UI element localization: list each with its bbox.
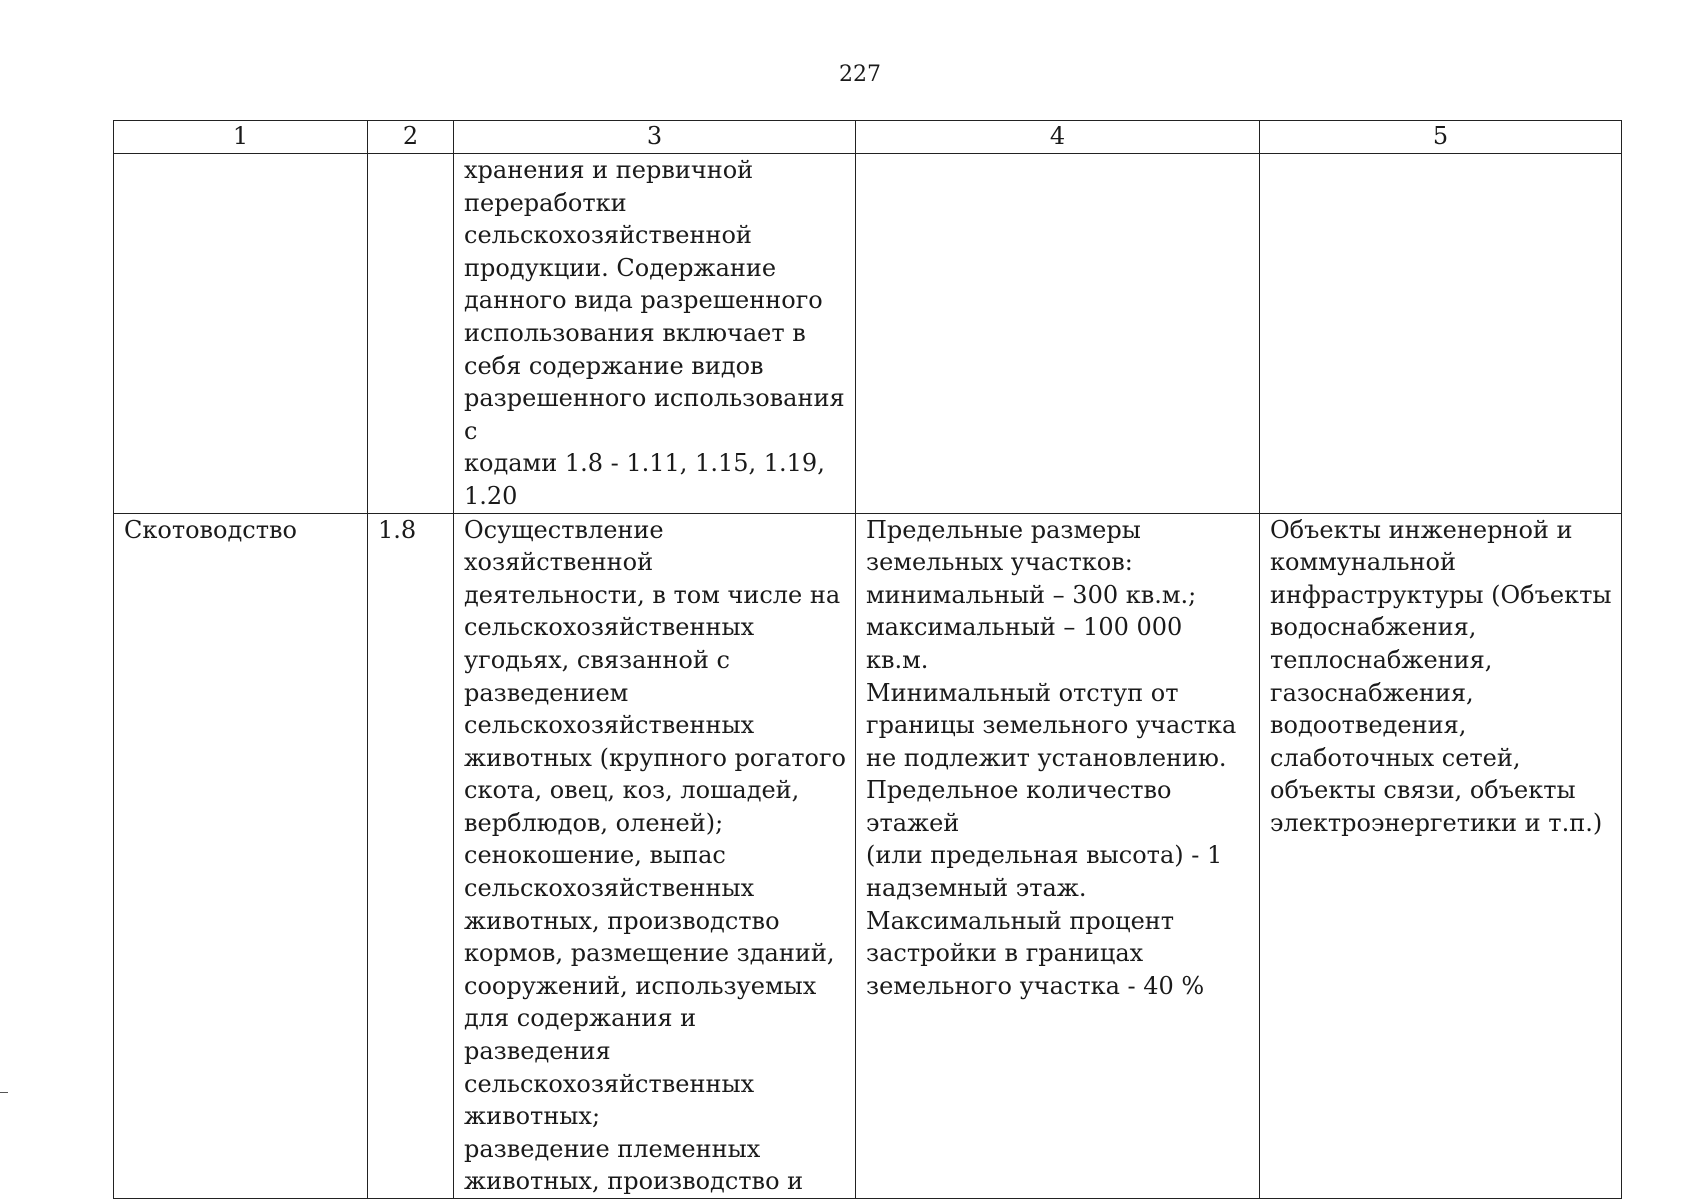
use-name-cell <box>114 154 368 514</box>
table-row <box>114 513 1622 1198</box>
use-description-cell <box>454 154 856 514</box>
column-header-5: 5 <box>1260 121 1622 154</box>
use-parameters-cell <box>856 154 1260 514</box>
use-description-cell <box>454 513 856 1198</box>
use-parameters: Предельные размеры земельных участков: минимальный – 300 кв.м.; максимальный – 100 000 кв.м. Минимальный отступ от границы земельного участка не подлежит установлению. Предельное количество этажей (или предельная высота) - 1 надземный этаж. Максимальный процент застройки в границах земельного участка - 40 % <box>866 515 1237 1000</box>
page-number: 227 <box>839 62 881 87</box>
header-row <box>114 121 1622 154</box>
column-header-3: 3 <box>454 121 856 154</box>
use-code: 1.8 <box>378 515 417 544</box>
column-header-4: 4 <box>856 121 1260 154</box>
use-name-cell <box>114 513 368 1198</box>
use-objects-cell <box>1260 513 1622 1198</box>
land-use-table <box>113 120 1622 1199</box>
use-description: хранения и первичной переработки сельскохозяйственной продукции. Содержание данного вида разрешенного использования включает в себя содержание видов разрешенного использования с кодами 1.8 - 1.11, 1.15, 1.19, 1.20 <box>464 156 845 510</box>
column-header-2: 2 <box>368 121 454 154</box>
use-objects: Объекты инженерной и коммунальной инфраструктуры (Объекты водоснабжения, теплоснабжения, газоснабжения, водоотведения, слаботочных сетей, объекты связи, объекты электроэнергетики и т.п.) <box>1270 515 1612 837</box>
table-row <box>114 154 1622 514</box>
use-objects-cell <box>1260 154 1622 514</box>
use-code-cell <box>368 154 454 514</box>
use-description: Осуществление хозяйственной деятельности, в том числе на сельскохозяйственных угодьях, связанной с разведением сельскохозяйственных животных (крупного рогатого скота, овец, коз, лошадей, верблюдов, оленей); сенокошение, выпас сельскохозяйственных животных, производство кормов, размещение зданий, сооружений, используемых для содержания и разведения сельскохозяйственных животных; разведение племенных животных, производство и <box>464 515 846 1196</box>
use-name: Скотоводство <box>124 515 297 544</box>
column-header-1: 1 <box>114 121 368 154</box>
margin-mark <box>0 1092 8 1093</box>
use-parameters-cell <box>856 513 1260 1198</box>
use-code-cell <box>368 513 454 1198</box>
